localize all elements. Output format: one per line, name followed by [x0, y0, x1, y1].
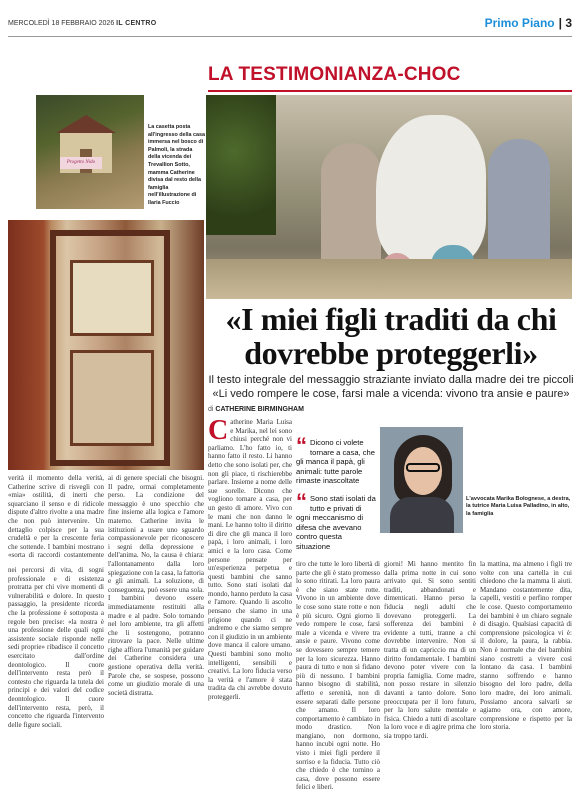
- house-sign: Progetto Nido: [60, 157, 102, 169]
- photo-caption: La casetta posta all'ingresso della casa immersa nel bosco di Palmoli, la strada della vicenda dei Trevallion Sotto, mamma Catherine divisa dal resto della famiglia nell'illustrazione di Ilaria Fuccio: [148, 124, 206, 206]
- subheadline: Il testo integrale del messaggio straziante inviato dalla madre dei tre piccoli «Li vedo rompere le cose, farsi male a vicenda: vivono tra ansie e paure»: [208, 374, 574, 400]
- quote-mark-icon: “: [296, 433, 307, 458]
- house-illustration: [56, 115, 116, 173]
- body-column-2: ai di genere speciali che bisogni. Il padre, ormai completamente perso. La condizione del messaggio è uno specchio che fine insieme alla logica e l'amore materno. Catherine invita le istituzioni a usare uno sguardo compassionevole per riconoscere i segni della depressione e dell'anima. No, la causa è chiara: l'allontanamento dalla loro spiegazione con la casa, la fattoria e gli animali. La soluzione, di conseguenza, può essere una sola. I bambini devono essere immediatamente restituiti alla madre e al padre. Solo tornando nel loro ambiente, tra gli affetti che li sostengono, potranno ritrovare la pace. Nelle ultime righe affiora l'umanità per guidare dei Catherine considera una gestione operativa della verità. Parole che, se sospese, possono come un giudizio morale di una società distratta.: [108, 474, 204, 697]
- body-column-5: giorni! Mi hanno mentito fin dalla prima notte in cui sono arrivato qui. Si sono sentiti traditi, abbandonati e dimenticati. Hanno perso la fiducia negli adulti che dovevano proteggerli. La sofferenza dei bambini è evidente a tutti, tranne a chi dovrebbe intervenire. Non si tratta di un capriccio ma di un diritto fondamentale. I bambini devono poter vivere con la propria famiglia. Come madre, non posso restare in silenzio davanti a tanto dolore. Sono preoccupata per il loro futuro, per la loro salute mentale e fisica. Chiedo a tutti di ascoltare la loro voce e di agire prima che sia troppo tardi.: [384, 560, 476, 740]
- body-column-4: tiro che tutte le loro libertà di parte che gli è stato promesso lo sono ritirati. La loro paura è che siano state rotte. Vivono in un ambiente dove le cose sono state rotte e non è più sicuro. Ogni giorno li vedo rompere le cose, farsi male a vicenda e vivere tra ansie e paure. Vivono come se dovessero sempre temere per la loro sicurezza. Hanno paura di tutto e non si fidano più di nessuno. I bambini hanno bisogno di stabilità, affetto e serenità, non di essere separati dalle persone che amano. Il loro comportamento è cambiato in modo drastico. Non mangiano, non dormono, hanno incubi ogni notte. Ho visto i miei figli perdere il sorriso e la fiducia. Tutto ciò che chiedo è che tornino a casa, dove possono essere felici e liberi.: [296, 560, 380, 792]
- quote-mark-icon: “: [296, 489, 307, 514]
- section-name: Primo Piano: [484, 16, 555, 30]
- photo-lawyer: [380, 427, 463, 533]
- horse: [376, 115, 486, 265]
- page-header: [0, 0, 580, 40]
- kicker-rule: [208, 90, 572, 92]
- body-column-1a: verità il momento della verità, Catherine scrive di risvegli con «mia» ostilità, di inerti che squarciano il senso e di ridicole dispute d'altro rivolte a una madre che non può intervenire. Un dettaglio colpisce per la sua crudeltà e per la crescente feria che sottende. I bambini mostrano «sorta di raccordi costantemente: [8, 474, 104, 558]
- kicker-title: LA TESTIMONIANZA-CHOC: [208, 64, 461, 85]
- page-number: | 3: [558, 16, 572, 30]
- lawyer-caption: L'avvocata Marika Bolognese, a destra, la tutrice Maria Luisa Palladino, in alto, la famiglia: [466, 496, 571, 517]
- body-column-1b: nei percorsi di vita, di sogni professionale e di esistenza protratta per chi vive momenti di vulnerabilità e dolore. In questo passaggio, la presidente ricorda che la professione è sottoposta a regole ben precise: «la nostra è una professione delle quali ogni assistente sociale risponde nelle sedi proprie» ribadisce il concetto esercitato dall'ordine deontologico. Il cuore dell'intervento resta però il contesto che riguarda la tutela dei principi e dei valori del codice deontologico. Il cuore dell'intervento resta, però, il concetto che riguarda l'intervento delle figure sociali.: [8, 566, 104, 729]
- photo-door: [8, 220, 204, 470]
- photo-family: [206, 95, 572, 299]
- pull-quote-2: “ Sono stati isolati da tutto e privati di ogni meccanismo di difesa che avevano contro questa situazione: [296, 489, 376, 551]
- body-column-3: C atherine Maria Luisa e Marika, nel lei sono chiusi perché non vi parliamo. L'ho fatto io, ti hanno fatto il resto. Li hanno detto che sono isolati per, che non gli piace, ti rischierebbe parlare. Insieme a nome delle sue sorelle. Dicono che vogliono tornare a casa, per un gesto di amore. Vivo con le mani che non danno le mani. Le hanno tolto il diritto di dire che gli manca il loro papà, i loro animali, i loro amici e la loro casa. Come persone pensate per un'esperienza perpetua e questi bambini che sanno tutto. Sono stati isolati dal mondo, hanno perduto la casa e l'amore. Quando li ascolto pensano che siamo in una prigione quando ci ne andremo e che siamo sempre con il giudizio in un ambiente dove manca il calore umano. Questi bambini sono molto intelligenti, sensibili e creativi. La loro fiducia verso la verità e l'amore è stata tradita da chi avrebbe dovuto proteggerli.: [208, 418, 292, 701]
- header-date: MERCOLEDÌ 18 FEBBRAIO 2026: [8, 20, 115, 27]
- headline: «I miei figli traditi da chi dovrebbe proteggerli»: [225, 301, 557, 371]
- drop-cap: C: [208, 418, 229, 446]
- byline: di CATHERINE BIRMINGHAM: [208, 406, 304, 413]
- byline-author: CATHERINE BIRMINGHAM: [215, 406, 304, 413]
- header-rule: [8, 36, 572, 37]
- header-section: [485, 16, 572, 30]
- pull-quote-1: “ Dicono ci volete tornare a casa, che gli manca il papà, gli animali: tutte parole rimaste inascoltate: [296, 433, 376, 485]
- photo-house: [36, 95, 144, 209]
- body-column-6: la mattina, ma almeno i figli tre volte con una cartella in cui chiedono che la mamma li aiuti. Mandano costantemente dita, capelli, vestiti e perfino romper le cose. Questo comportamento dei bambini è un chiaro segnale di disagio. Qualsiasi capacità di comprensione psicologica vi è: il dolore, la paura, la rabbia. Non è normale che dei bambini siano costretti a vivere così lontano da casa. I bambini stanno soffrendo e hanno bisogno del loro padre, della loro madre, dei loro animali. Possiamo ancora salvarli se agiamo ora, con amore, comprensione e rispetto per la loro storia.: [480, 560, 572, 732]
- header-dateline: [8, 20, 156, 27]
- header-paper: IL CENTRO: [116, 20, 157, 27]
